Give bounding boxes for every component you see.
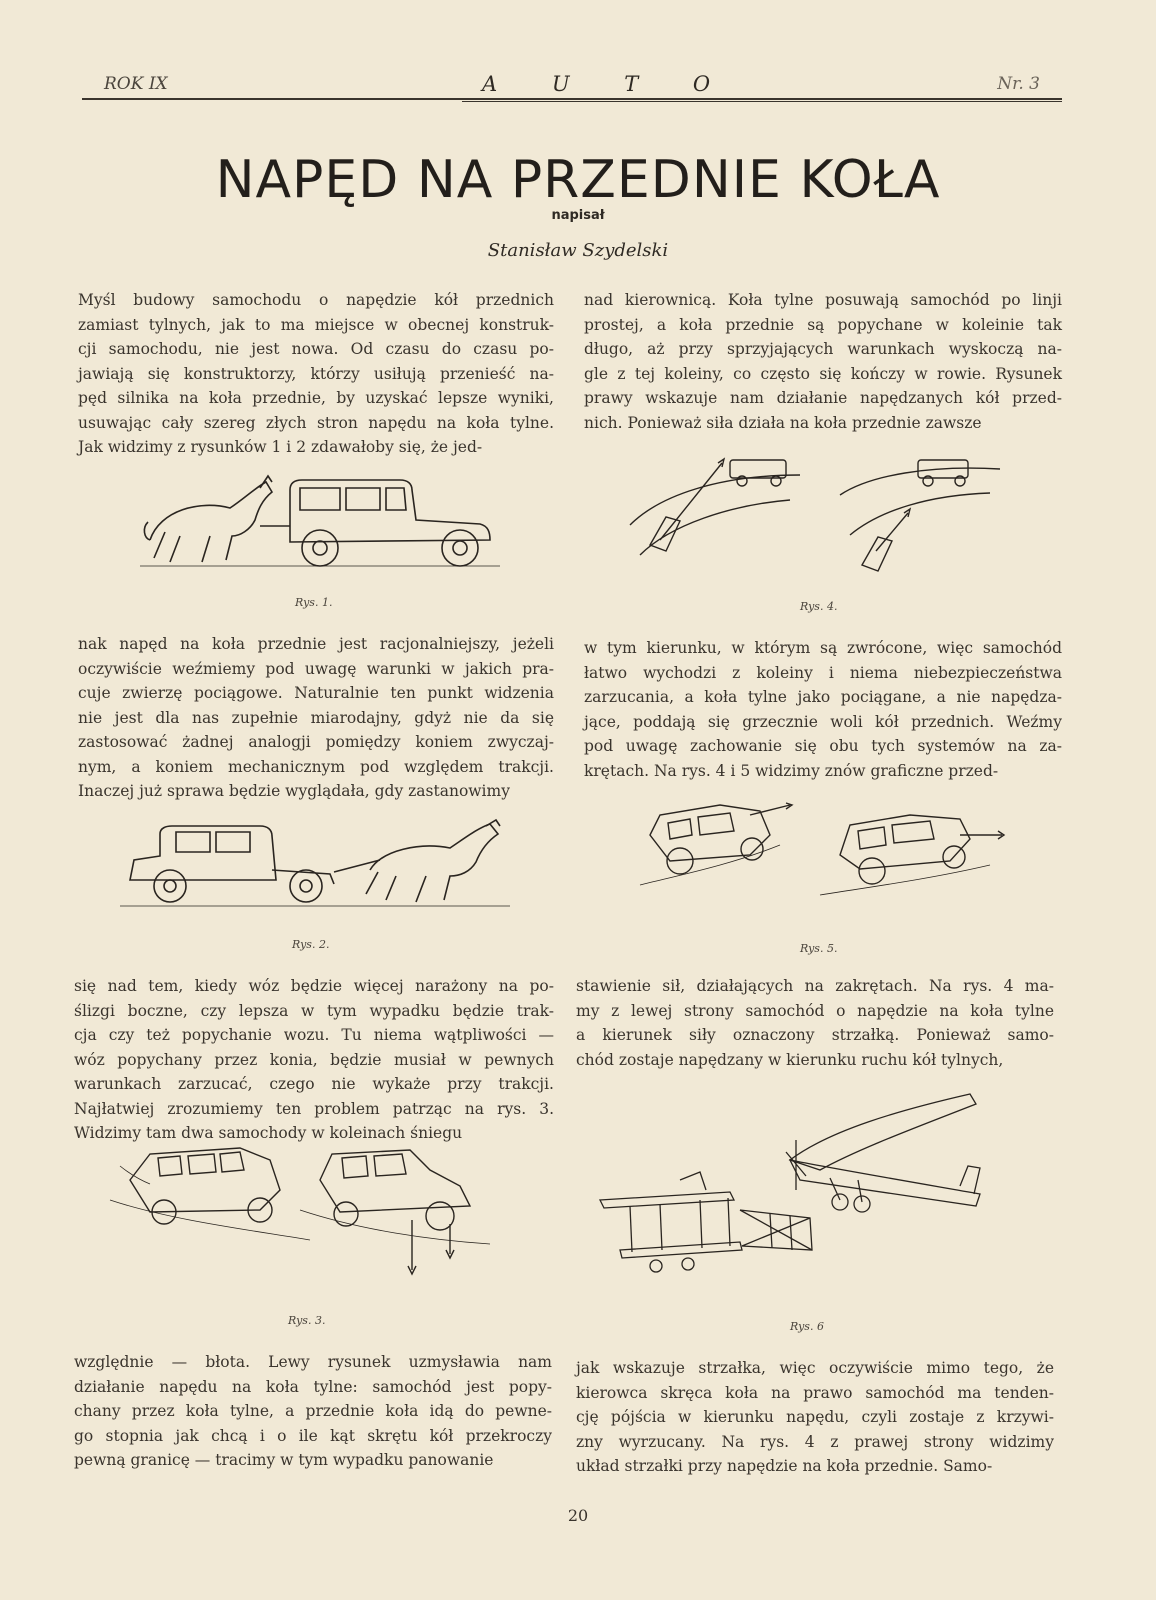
text-line: długo, aż przy sprzyjających warunkach wyskoczą na- (584, 340, 1062, 358)
text-line: a kierunek siły oznaczony strzałką. Ponieważ samo- (576, 1026, 1054, 1044)
horse-illustration (144, 476, 272, 562)
text-line: gle z tej koleiny, co często się kończy w rowie. Rysunek (584, 364, 1062, 383)
text-line: jawiają się konstruktorzy, którzy usiłują przenieść na- (78, 364, 554, 383)
text-line: jak wskazuje strzałka, więc oczywiście mimo tego, że (576, 1359, 1054, 1377)
text-line: układ strzałki przy napędzie na koła przednie. Samo- (576, 1457, 993, 1475)
text-line: Inaczej już sprawa będzie wyglądała, gdy zastanowimy (78, 782, 510, 800)
text-line: wóz popychany przez konia, będzie musiał w pewnych (74, 1050, 554, 1069)
text-line: usuwając cały szereg złych stron napędu na koła tylne. (78, 413, 554, 432)
text-line: go stopnia jak chcą i o ile kąt skrętu kół przekroczy (74, 1426, 552, 1445)
biplane-illustration (600, 1172, 812, 1272)
text-line: kierowca skręca koła na prawo samochód ma tenden- (576, 1383, 1054, 1402)
page-number: 20 (567, 1506, 589, 1525)
issue-number: Nr. 3 (997, 74, 1040, 94)
text-line: chód zostaje napędzany w kierunku ruchu kół tylnych, (576, 1050, 1004, 1069)
text-line: jące, poddają się grzecznie woli kół przednich. Weźmy (584, 712, 1062, 731)
text-line: ślizgi boczne, czy lepsza w tym wypadku będzie trak- (74, 1001, 554, 1020)
running-header (82, 70, 1062, 104)
caption-rys1: Rys. 1. (295, 596, 333, 609)
paragraph-left-4 (74, 1350, 552, 1473)
text-line: Jak widzimy z rysunków 1 i 2 zdawałoby się, że jed- (78, 438, 483, 456)
text-line: zastosować żadnej analogji pomiędzy koniem zwyczaj- (78, 733, 554, 751)
text-line: łatwo wychodzi z koleiny i niema niebezpieczeństwa (584, 663, 1062, 682)
text-line: Myśl budowy samochodu o napędzie kół przednich (78, 291, 554, 309)
text-line: krętach. Na rys. 4 i 5 widzimy znów graficzne przed- (584, 761, 999, 780)
figure-rys2-horse-pushing-car (120, 820, 510, 920)
text-line: stawienie sił, działających na zakrętach. Na rys. 4 ma- (576, 977, 1054, 995)
figure-rys6-airplanes (600, 1090, 1010, 1310)
monoplane-illustration (786, 1094, 980, 1212)
text-line: Widzimy tam dwa samochody w koleinach śniegu (74, 1124, 463, 1142)
text-line: cja czy też popychanie wozu. Tu niema wątpliwości — (74, 1026, 554, 1044)
caption-rys6: Rys. 6 (790, 1320, 824, 1333)
magazine-title: A U T O (482, 72, 735, 96)
figure-rys3-cars-in-snow (110, 1140, 490, 1300)
caption-rys2: Rys. 2. (292, 938, 330, 951)
text-line: w tym kierunku, w którym są zwrócone, więc samochód (584, 639, 1062, 657)
text-line: prawy wskazuje nam działanie napędzanych kół przed- (584, 389, 1062, 407)
header-rule (82, 98, 1062, 100)
paragraph-right-4 (576, 1356, 1054, 1479)
text-line: zamiast tylnych, jak to ma miejsce w obecnej konstruk- (78, 315, 554, 334)
car-illustration (130, 826, 334, 902)
caption-rys4: Rys. 4. (800, 600, 838, 613)
paragraph-right-2 (584, 636, 1062, 783)
text-line: pewną granicę — tracimy w tym wypadku panowanie (74, 1451, 494, 1469)
paragraph-right-1 (584, 288, 1062, 435)
figure-rys5-cars-in-ruts (640, 795, 1010, 915)
text-line: nak napęd na koła przednie jest racjonalniejszy, jeżeli (78, 635, 554, 653)
byline-label: napisał (551, 208, 605, 223)
car-illustration (140, 480, 500, 566)
text-line: cji samochodu, nie jest nowa. Od czasu do czasu po- (78, 340, 554, 358)
text-line: chany przez koła tylne, a przednie koła idą do pewne- (74, 1402, 552, 1420)
paragraph-right-3 (576, 974, 1054, 1072)
text-line: nad kierownicą. Koła tylne posuwają samochód po linji (584, 291, 1062, 309)
text-line: warunkach zarzucać, czego nie wykaże przy trakcji. (74, 1075, 554, 1093)
text-line: zarzucania, a koła tylne jako pociągane, a nie napędza- (584, 688, 1062, 706)
paragraph-left-1 (78, 288, 554, 460)
text-line: się nad tem, kiedy wóz będzie więcej narażony na po- (74, 977, 554, 995)
text-line: oczywiście weźmiemy pod uwagę warunki w jakich pra- (78, 659, 554, 678)
text-line: cuje zwierzę pociągowe. Naturalnie ten punkt widzenia (78, 684, 554, 702)
text-line: działanie napędu na koła tylne: samochód jest popy- (74, 1377, 552, 1396)
paragraph-left-3 (74, 974, 554, 1146)
text-line: Najłatwiej zrozumiemy ten problem patrząc na rys. 3. (74, 1099, 554, 1118)
caption-rys5: Rys. 5. (800, 942, 838, 955)
text-line: zny wyrzucany. Na rys. 4 z prawej strony widzimy (576, 1432, 1054, 1451)
text-line: względnie — błota. Lewy rysunek uzmysławia nam (74, 1353, 552, 1371)
figure-rys1-horse-pulling-car (140, 470, 500, 580)
paragraph-left-2 (78, 632, 554, 804)
text-line: nie jest dla nas zupełnie miarodajny, gdyż nie da się (78, 708, 554, 727)
text-line: prostej, a koła przednie są popychane w koleinie tak (584, 315, 1062, 334)
text-line: pęd silnika na koła przednie, by uzyskać lepsze wyniki, (78, 389, 554, 407)
volume-label: ROK IX (104, 74, 168, 94)
caption-rys3: Rys. 3. (288, 1314, 326, 1327)
text-line: pod uwagę zachowanie się obu tych systemów na za- (584, 737, 1062, 755)
text-line: nich. Ponieważ siła działa na koła przednie zawsze (584, 413, 982, 432)
article-title: NAPĘD NA PRZEDNIE KOŁA (215, 150, 941, 210)
horse-illustration (366, 820, 500, 902)
text-line: cję pójścia w kierunku napędu, czyli zostaje z krzywi- (576, 1408, 1054, 1426)
text-line: my z lewej strony samochód o napędzie na koła tylne (576, 1001, 1054, 1020)
text-line: nym, a koniem mechanicznym pod względem trakcji. (78, 757, 554, 776)
figure-rys4-cars-on-curves (630, 455, 1030, 585)
header-rule-secondary (462, 101, 1062, 102)
author-name: Stanisław Szydelski (487, 240, 669, 261)
